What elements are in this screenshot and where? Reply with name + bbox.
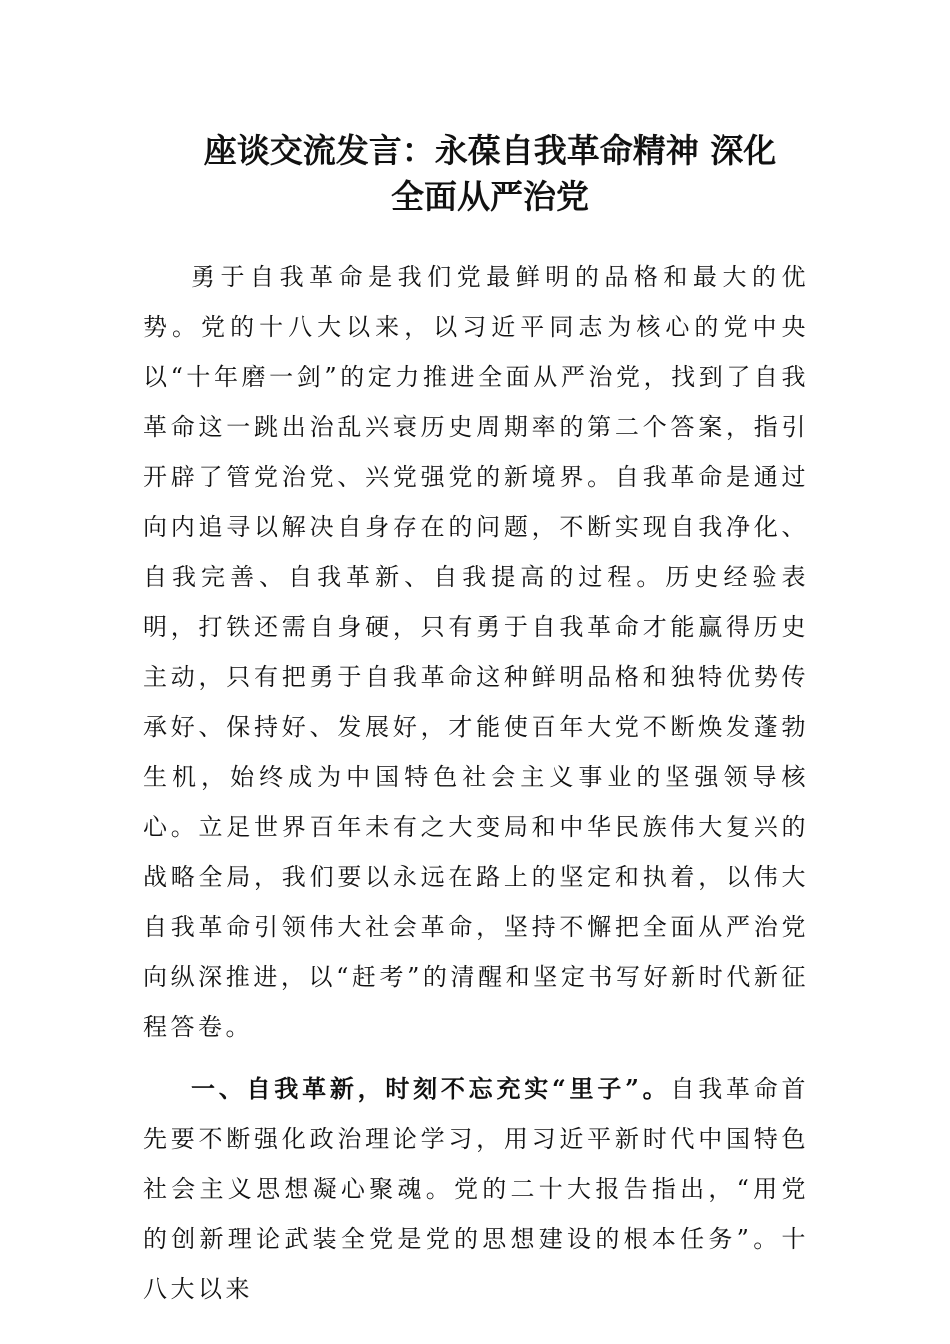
title-line-1: 座谈交流发言：永葆自我革命精神 深化 — [203, 131, 777, 170]
section-1-text: 自我革命首先要不断强化政治理论学习，用习近平新时代中国特色社会主义思想凝心聚魂。党的二十大报告指出，“用党的创新理论武装全党是党的思想建设的根本任务”。十八大以来 — [143, 1075, 810, 1303]
document-title — [120, 128, 860, 220]
section-1-heading: 一、自我革新，时刻不忘充实“里子”。 — [191, 1074, 671, 1103]
title-line-2: 全面从严治党 — [391, 177, 589, 216]
intro-paragraph: 勇于自我革命是我们党最鲜明的品格和最大的优势。党的十八大以来，以习近平同志为核心的党中央以“十年磨一剑”的定力推进全面从严治党，找到了自我革命这一跳出治乱兴衰历史周期率的第二个答案，指引开辟了管党治党、兴党强党的新境界。自我革命是通过向内追寻以解决自身存在的问题，不断实现自我净化、自我完善、自我革新、自我提高的过程。历史经验表明，打铁还需自身硬，只有勇于自我革命才能赢得历史主动，只有把勇于自我革命这种鲜明品格和独特优势传承好、保持好、发展好，才能使百年大党不断焕发蓬勃生机，始终成为中国特色社会主义事业的坚强领导核心。立足世界百年未有之大变局和中华民族伟大复兴的战略全局，我们要以永远在路上的坚定和执着，以伟大自我革命引领伟大社会革命，坚持不懈把全面从严治党向纵深推进，以“赶考”的清醒和坚定书写好新时代新征程答卷。 — [143, 263, 809, 1041]
document-body — [143, 252, 809, 1314]
section-1-paragraph — [143, 1064, 809, 1314]
